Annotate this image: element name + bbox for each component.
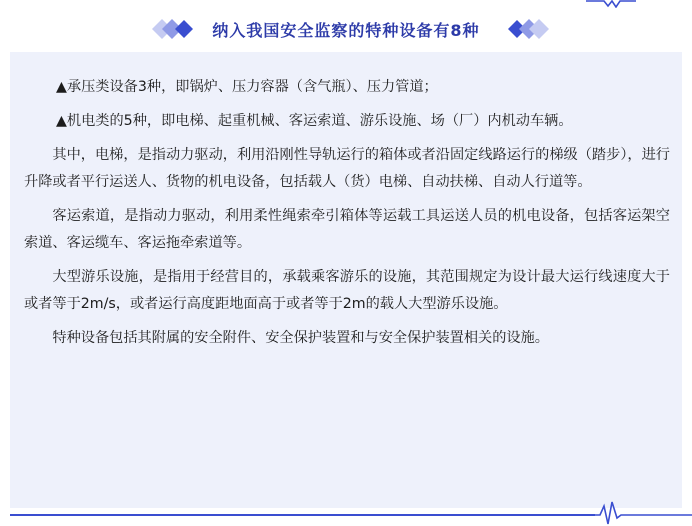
content-body <box>24 74 670 359</box>
paragraph-electromechanical-equipment: ▲机电类的5种，即电梯、起重机械、客运索道、游乐设施、场（厂）内机动车辆。 <box>56 113 573 129</box>
heartbeat-wave-icon <box>590 496 692 526</box>
paragraph-ropeway: 客运索道，是指动力驱动，利用柔性绳索牵引箱体等运载工具运送人员的机电设备，包括客运架空索道、客运缆车、客运拖牵索道等。 <box>24 208 670 251</box>
bottom-divider <box>10 514 595 516</box>
paragraph-pressure-equipment: ▲承压类设备3种，即锅炉、压力容器（含气瓶）、压力管道； <box>56 79 438 95</box>
paragraph-amusement-facility: 大型游乐设施，是指用于经营目的，承载乘客游乐的设施，其范围规定为设计最大运行线速度大于或者等于2m/s，或者运行高度距地面高于或者等于2m的载人大型游乐设施。 <box>24 269 670 312</box>
section-header <box>0 0 692 52</box>
paragraph-elevator: 其中，电梯，是指动力驱动，利用沿刚性导轨运行的箱体或者沿固定线路运行的梯级（踏步），进行升降或者平行运送人、货物的机电设备，包括载人（货）电梯、自动扶梯、自动人行道等。 <box>24 147 670 190</box>
heartbeat-wave-icon <box>586 0 636 8</box>
diamond-cluster-icon <box>505 19 549 39</box>
paragraph-accessories: 特种设备包括其附属的安全附件、安全保护装置和与安全保护装置相关的设施。 <box>52 330 549 346</box>
page-title: 纳入我国安全监察的特种设备有8种 <box>212 21 480 40</box>
